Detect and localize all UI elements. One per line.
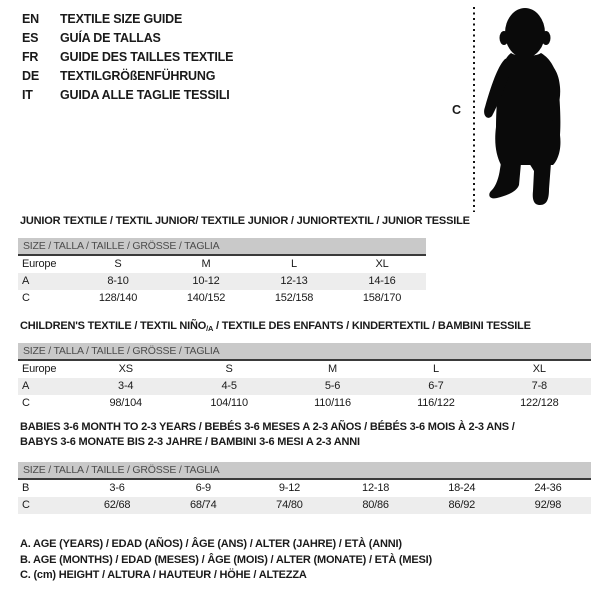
size-header-bar: SIZE / TALLA / TAILLE / GRÖSSE / TAGLIA <box>18 238 426 256</box>
table-cell: B <box>22 482 30 494</box>
lang-title: GUIDE DES TAILLES TEXTILE <box>60 50 234 64</box>
table-cell: 116/122 <box>417 397 455 409</box>
table-cell: 12-18 <box>362 482 390 494</box>
size-header-bar: SIZE / TALLA / TAILLE / GRÖSSE / TAGLIA <box>18 343 591 361</box>
table-cell: C <box>22 292 30 304</box>
babies-title-line1: BABIES 3-6 MONTH TO 2-3 YEARS / BEBÉS 3-6 MESES A 2-3 AÑOS / BÉBÉS 3-6 MOIS À 2-3 ANS / <box>20 421 515 433</box>
table-cell: C <box>22 397 30 409</box>
table-cell: 86/92 <box>448 499 476 511</box>
table-row <box>18 256 426 273</box>
lang-row-en <box>22 10 233 29</box>
table-row <box>18 273 426 290</box>
table-cell: 104/110 <box>210 397 248 409</box>
table-row <box>18 395 591 412</box>
table-cell: 4-5 <box>221 380 237 392</box>
table-cell: S <box>225 363 233 375</box>
table-cell: 110/116 <box>314 397 351 409</box>
table-row <box>18 361 591 378</box>
table-cell: 62/68 <box>103 499 131 511</box>
table-cell: 140/152 <box>186 292 226 304</box>
table-cell: Europe <box>22 258 57 270</box>
table-cell: 24-36 <box>534 482 562 494</box>
table-cell: 7-8 <box>531 380 547 392</box>
lang-code: FR <box>22 50 39 64</box>
table-cell: XS <box>118 363 133 375</box>
table-cell: 6-7 <box>428 380 444 392</box>
table-cell: 3-4 <box>118 380 134 392</box>
legend-line-a: A. AGE (YEARS) / EDAD (AÑOS) / ÂGE (ANS) / ALTER (JAHRE) / ETÀ (ANNI) <box>20 538 402 550</box>
table-cell: L <box>291 258 297 270</box>
legend-line-c: C. (cm) HEIGHT / ALTURA / HAUTEUR / HÖHE / ALTEZZA <box>20 569 307 581</box>
table-row <box>18 378 591 395</box>
children-title-text: / TEXTILE DES ENFANTS / KINDERTEXTIL / BAMBINI TESSILE <box>213 320 531 332</box>
table-cell: C <box>22 499 30 511</box>
lang-row-es <box>22 29 233 48</box>
lang-code: DE <box>22 69 39 83</box>
table-cell: 128/140 <box>98 292 138 304</box>
lang-title: TEXTILE SIZE GUIDE <box>60 12 183 26</box>
table-cell: 6-9 <box>195 482 211 494</box>
table-cell: XL <box>375 258 389 270</box>
table-cell: L <box>432 363 439 375</box>
junior-table-title: JUNIOR TEXTILE / TEXTIL JUNIOR/ TEXTILE JUNIOR / JUNIORTEXTIL / JUNIOR TESSILE <box>20 215 470 227</box>
babies-size-table <box>18 462 591 514</box>
lang-row-it <box>22 86 233 105</box>
table-cell: 92/98 <box>534 499 562 511</box>
table-cell: XL <box>532 363 546 375</box>
table-cell: 74/80 <box>276 499 303 511</box>
table-row <box>18 497 591 514</box>
legend-line-b: B. AGE (MONTHS) / EDAD (MESES) / ÂGE (MOIS) / ALTER (MONATE) / ETÀ (MESI) <box>20 553 432 566</box>
babies-title-line2: BABYS 3-6 MONATE BIS 2-3 JAHRE / BAMBINI 3-6 MESI A 2-3 ANNI <box>20 435 360 448</box>
lang-code: EN <box>22 12 39 26</box>
table-cell: Europe <box>22 363 57 375</box>
table-cell: S <box>114 258 122 270</box>
children-title-text: CHILDREN'S TEXTILE / TEXTIL NIÑO <box>20 320 207 332</box>
table-cell: M <box>328 363 337 375</box>
table-cell: 12-13 <box>280 275 308 287</box>
children-title-subscript: /A <box>206 324 214 333</box>
lang-code: ES <box>22 31 39 45</box>
baby-silhouette-image <box>481 5 573 212</box>
lang-row-fr <box>22 48 233 67</box>
table-cell: 18-24 <box>448 482 476 494</box>
table-cell: 14-16 <box>368 275 396 287</box>
table-cell: A <box>22 380 30 392</box>
table-cell: 9-12 <box>278 482 301 494</box>
table-cell: 122/128 <box>520 397 559 409</box>
table-cell: 98/104 <box>109 397 142 409</box>
table-cell: 5-6 <box>324 380 341 392</box>
lang-title: GUIDA ALLE TAGLIE TESSILI <box>60 88 230 102</box>
lang-title: GUÍA DE TALLAS <box>60 31 161 45</box>
lang-code: IT <box>22 88 33 102</box>
table-cell: 3-6 <box>109 482 125 494</box>
table-cell: M <box>201 258 211 270</box>
children-size-table <box>18 343 591 412</box>
size-header-bar: SIZE / TALLA / TAILLE / GRÖSSE / TAGLIA <box>18 462 591 480</box>
lang-row-de <box>22 67 233 86</box>
table-row <box>18 480 591 497</box>
babies-table-title <box>20 420 515 449</box>
table-cell: 10-12 <box>192 275 220 287</box>
table-cell: A <box>22 275 30 287</box>
height-measure-dotted-line <box>473 7 475 212</box>
table-cell: 68/74 <box>189 499 217 511</box>
table-cell: 158/170 <box>362 292 402 304</box>
language-title-list <box>22 10 233 105</box>
table-cell: 80/86 <box>362 499 389 511</box>
table-cell: 152/158 <box>274 292 314 304</box>
junior-size-table <box>18 238 426 307</box>
lang-title: TEXTILGRÖßENFÜHRUNG <box>60 69 216 83</box>
children-table-title <box>20 320 531 333</box>
table-cell: 8-10 <box>107 275 129 287</box>
measure-legend <box>20 537 432 584</box>
height-measure-label: C <box>452 103 461 117</box>
table-row <box>18 290 426 307</box>
